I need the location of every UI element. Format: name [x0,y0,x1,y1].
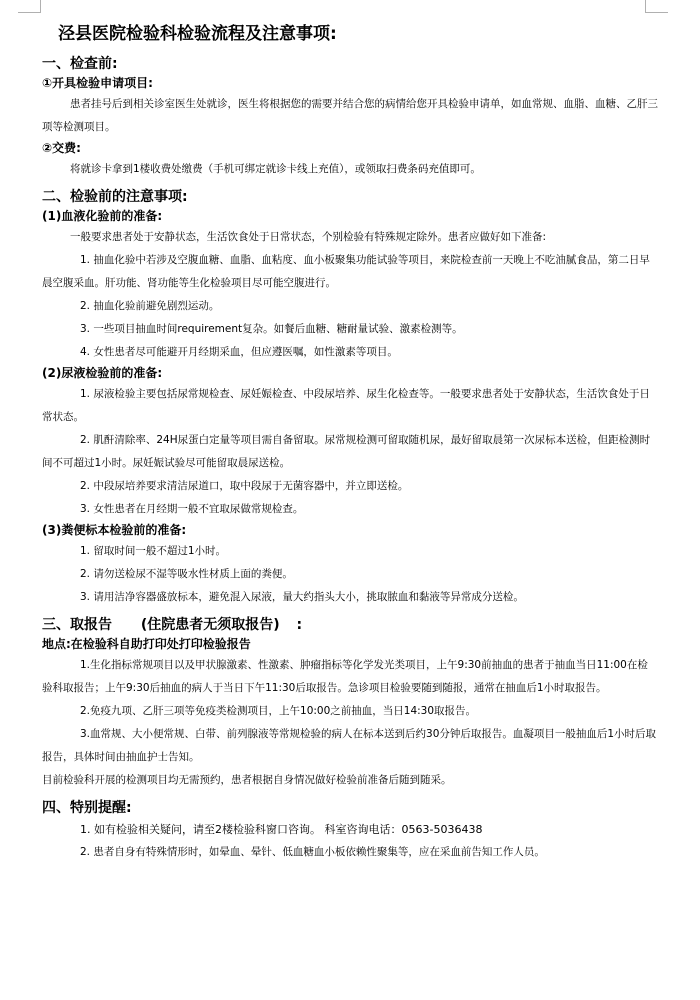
reminder-item: 1. 如有检验相关疑问，请至2楼检验科窗口咨询。 科室咨询电话：0563-5036438 [80,823,483,836]
section-4-heading: 四、特别提醒: [42,800,132,816]
report-item: 2.免疫九项、乙肝三项等免疫类检测项目，上午10:00之前抽血，当日14:30取报告。 [80,705,477,717]
urine-item: 2. 肌酐清除率、24H尿蛋白定量等项目需自备留取。尿常规检测可留取随机尿，最好留取晨第一次尿标本送检，但距检测时间不可超过1小时。尿妊娠试验尽可能留取晨尿送检。 [42,434,651,469]
section-2-heading: 二、检验前的注意事项: [42,189,188,205]
stool-item: 1. 留取时间一般不超过1小时。 [80,545,227,557]
urine-prep-title: (2)尿液检验前的准备: [42,366,163,380]
document-title: 泾县医院检验科检验流程及注意事项: [58,24,337,44]
sec1-sub2-title: ②交费: [42,141,81,155]
section-3-title: 三、取报告 [42,617,112,633]
urine-item: 2. 中段尿培养要求清洁尿道口，取中段尿于无菌容器中，并立即送检。 [80,480,409,492]
report-item: 3.血常规、大小便常规、白带、前列腺液等常规检验的病人在标本送到后约30分钟后取报告。血凝项目一般抽血后1小时后取报告，具体时间由抽血护士告知。 [42,728,657,763]
blood-item: 1. 抽血化验中若涉及空腹血糖、血脂、血粘度、血小板聚集功能试验等项目，来院检查前一天晚上不吃油腻食品，第二日早晨空腹采血。肝功能、肾功能等生化检验项目尽可能空腹进行。 [42,254,650,289]
urine-item: 1. 尿液检验主要包括尿常规检查、尿妊娠检查、中段尿培养、尿生化检查等。一般要求患者处于安静状态，生活饮食处于日常状态。 [42,388,650,423]
sec1-sub1-text: 患者挂号后到相关诊室医生处就诊，医生将根据您的需要并结合您的病情给您开具检验申请单，如血常规、血脂、血糖、乙肝三项等检测项目。 [42,98,658,133]
report-item: 1.生化指标常规项目以及甲状腺激素、性激素、肿瘤指标等化学发光类项目，上午9:30前抽血的患者于抽血当日11:00在检验科取报告；上午9:30后抽血的病人于当日下午11:30后取报告。急诊项目检验要随到随报，通常在抽血后1小时取报告。 [42,659,648,694]
crop-mark-top-left [18,0,41,13]
blood-prep-title: (1)血液化验前的准备: [42,209,163,223]
sec1-sub1-title: ①开具检验申请项目: [42,76,153,90]
urine-item: 3. 女性患者在月经期一般不宜取尿做常规检查。 [80,503,304,515]
stool-prep-title: (3)粪便标本检验前的准备: [42,523,187,537]
stool-item: 3. 请用洁净容器盛放标本，避免混入尿液，量大约指头大小，挑取脓血和黏液等异常成分送检。 [80,591,524,603]
no-appointment-note: 目前检验科开展的检测项目均无需预约，患者根据自身情况做好检验前准备后随到随采。 [42,774,452,786]
blood-prep-intro: 一般要求患者处于安静状态，生活饮食处于日常状态，个别检验有特殊规定除外。患者应做好如下准备: [70,231,547,243]
heading-colon: : [296,617,303,633]
blood-item: 4. 女性患者尽可能避开月经期采血，但应遵医嘱，如性激素等项目。 [80,346,398,358]
inpatient-note: (住院患者无须取报告) [140,617,280,633]
document-page [42,20,658,864]
blood-item: 2. 抽血化验前避免剧烈运动。 [80,300,220,312]
section-1-heading: 一、检查前: [42,56,118,72]
reminder-item: 2. 患者自身有特殊情形时，如晕血、晕针、低血糖血小板依赖性聚集等，应在采血前告知工作人员。 [80,846,545,858]
section-3-heading [42,615,658,635]
report-location: 地点:在检验科自助打印处打印检验报告 [42,637,251,651]
blood-item: 3. 一些项目抽血时间requirement复杂。如餐后血糖、糖耐量试验、激素检测等。 [80,323,463,335]
crop-mark-top-right [645,0,668,13]
stool-item: 2. 请勿送检尿不湿等吸水性材质上面的粪便。 [80,568,293,580]
sec1-sub2-text: 将就诊卡拿到1楼收费处缴费（手机可绑定就诊卡线上充值），或领取扫费条码充值即可。 [70,163,481,175]
